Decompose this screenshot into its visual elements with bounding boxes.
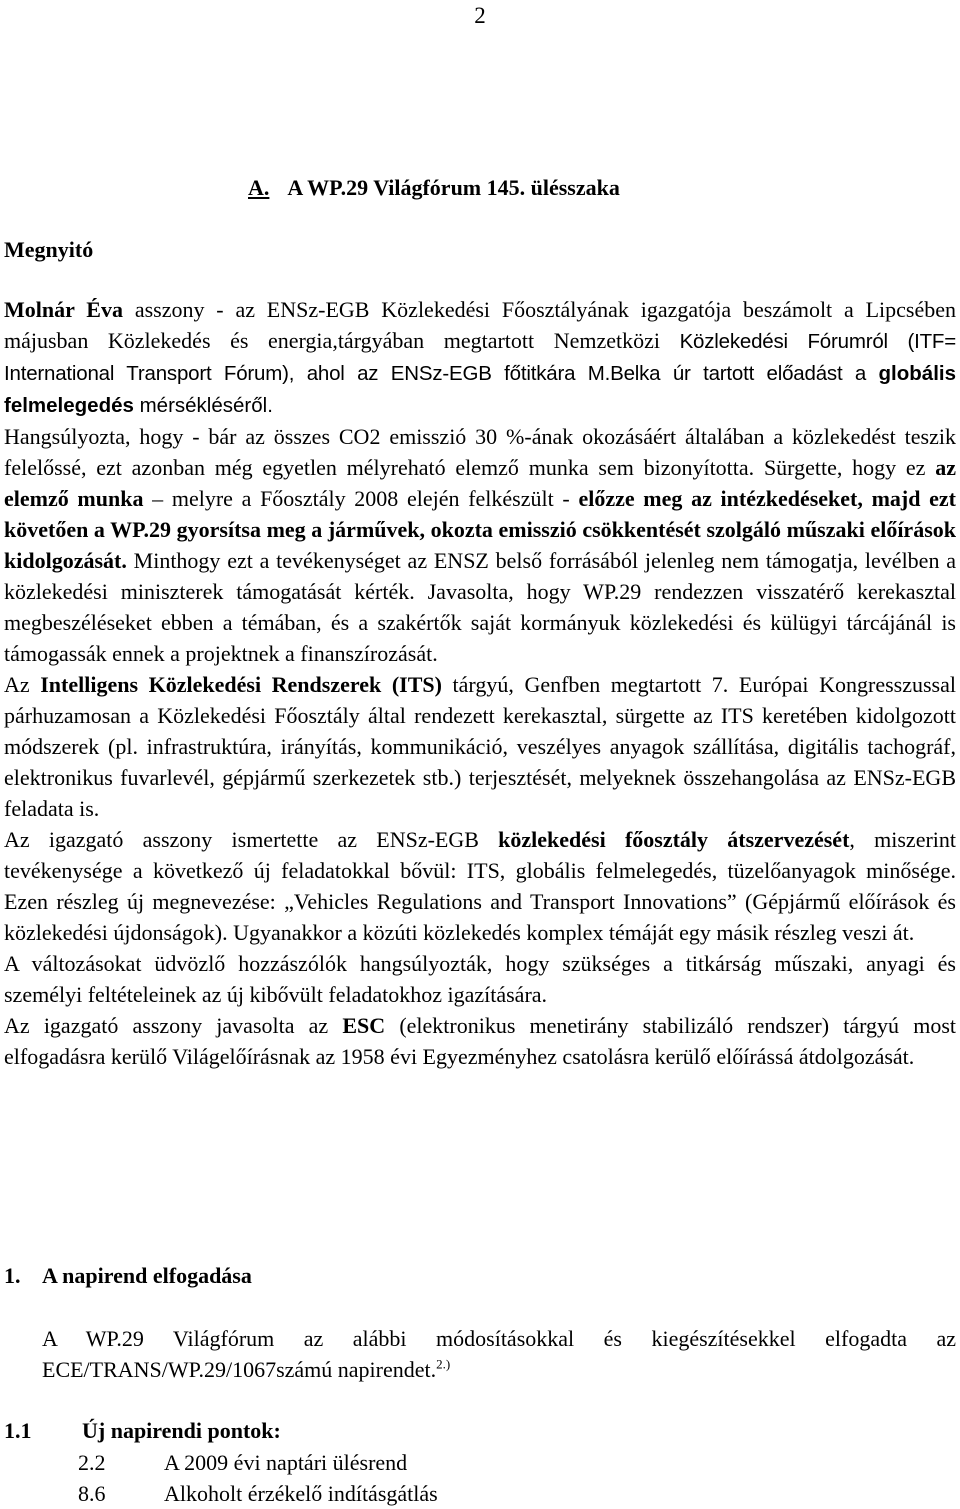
paragraph-itf: Molnár Éva asszony - az ENSz-EGB Közlekedési Főosztályának igazgatója beszámolt a Lipcsében májusban Közlekedés és energia,tárgyában megtartott Nemzetközi Közlekedési Fórumról (ITF= International Transport Fórum), ahol az ENSz-EGB főtitkára M.Belka úr tartott előadást a globális felmelegedés mérsékléséről. [4, 297, 957, 417]
new-items-list [78, 1447, 438, 1509]
footnote-ref: 2.) [436, 1356, 451, 1372]
list-item: 8.6 Alkoholt érzékelő indításgátlás [78, 1481, 438, 1506]
agenda-heading [4, 1262, 252, 1290]
section-title-text: A WP.29 Világfórum 145. ülésszaka [287, 175, 620, 200]
new-items-title: Új napirendi pontok: [82, 1418, 281, 1443]
page-number: 2 [474, 3, 486, 28]
agenda-number: 1. [4, 1263, 21, 1288]
opening-heading: Megnyitó [4, 237, 94, 262]
agenda-text: A WP.29 Világfórum az alábbi módosításokkal és kiegészítésekkel elfogadta az ECE/TRANS/WP.29/1067számú napirendet.$^{2.)}$ [42, 1326, 956, 1382]
speaker-name: Molnár Éva [4, 297, 123, 322]
new-items-heading [4, 1417, 281, 1445]
report-body [4, 294, 956, 1072]
paragraph-reorganization: Az igazgató asszony ismertette az ENSz-EGB közlekedési főosztály átszervezését, miszerint tevékenysége a következő új feladatokkal bővül: ITS, globális felmelegedés, tüzelőanyagok minősége. Ezen részleg új megnevezése: „Vehicles Regulations and Transport Innovations” (Gépjármű előírások és közlekedési újdonságok). Ugyanakkor a közúti közlekedés komplex témáját egy másik részleg veszi át. [4, 827, 957, 945]
paragraph-esc: Az igazgató asszony javasolta az ESC (elektronikus menetirány stabilizáló rendszer) tárgyú most elfogadásra kerülő Világelőírásnak az 1958 évi Egyezményhez csatolásra kerülő előírássá átdolgozását. [4, 1013, 956, 1069]
agenda-title: A napirend elfogadása [42, 1263, 252, 1288]
paragraph-comments: A változásokat üdvözlő hozzászólók hangsúlyozták, hogy szükséges a titkárság műszaki, anyagi és személyi feltételeinek az új kibővült feladatokhoz igazítására. [4, 951, 956, 1007]
paragraph-its: Az Intelligens Közlekedési Rendszerek (ITS) tárgyú, Genfben megtartott 7. Európai Kongresszussal párhuzamosan a Közlekedési Főosztály által rendezett kerekasztal, sürgette az ITS keretében kidolgozott módszerek (pl. infrastruktúra, irányítás, kommunikáció, veszélyes anyagok szállítása, digitális tachográf, elektronikus fuvarlevél, gépjármű szerkezetek stb.) terjesztését, melyeknek összehangolása az ENSz-EGB feladata is. [4, 672, 956, 821]
paragraph-analysis: Hangsúlyozta, hogy - bár az összes CO2 emisszió 30 %-ának okozásáért általában a közlekedést teszik felelőssé, ezt azonban még egyetlen mélyreható elemző munka sem bizonyította. Sürgette, hogy ez az elemző munka – melyre a Főosztály 2008 elején felkészült - előzze meg az intézkedéseket, majd ezt követően a WP.29 gyorsítsa meg a járművek, okozta emisszió csökkentését szolgáló műszaki előírások kidolgozását. Minthogy ezt a tevékenységet az ENSZ belső forrásából jelenleg nem támogatja, levélben a közlekedési miniszterek támogatását kérték. Javasolta, hogy WP.29 rendezzen visszatérő kerekasztal megbeszéléseket ebben a témában, és a szakértők saját kormányuk közlekedési és külügyi tárcájánál is támogassák ennek a projektnek a finanszírozását. [4, 424, 957, 666]
new-items-number: 1.1 [4, 1418, 32, 1443]
section-letter: A. [248, 175, 270, 200]
list-item: 2.2 A 2009 évi naptári ülésrend [78, 1450, 408, 1475]
section-title [248, 174, 620, 202]
